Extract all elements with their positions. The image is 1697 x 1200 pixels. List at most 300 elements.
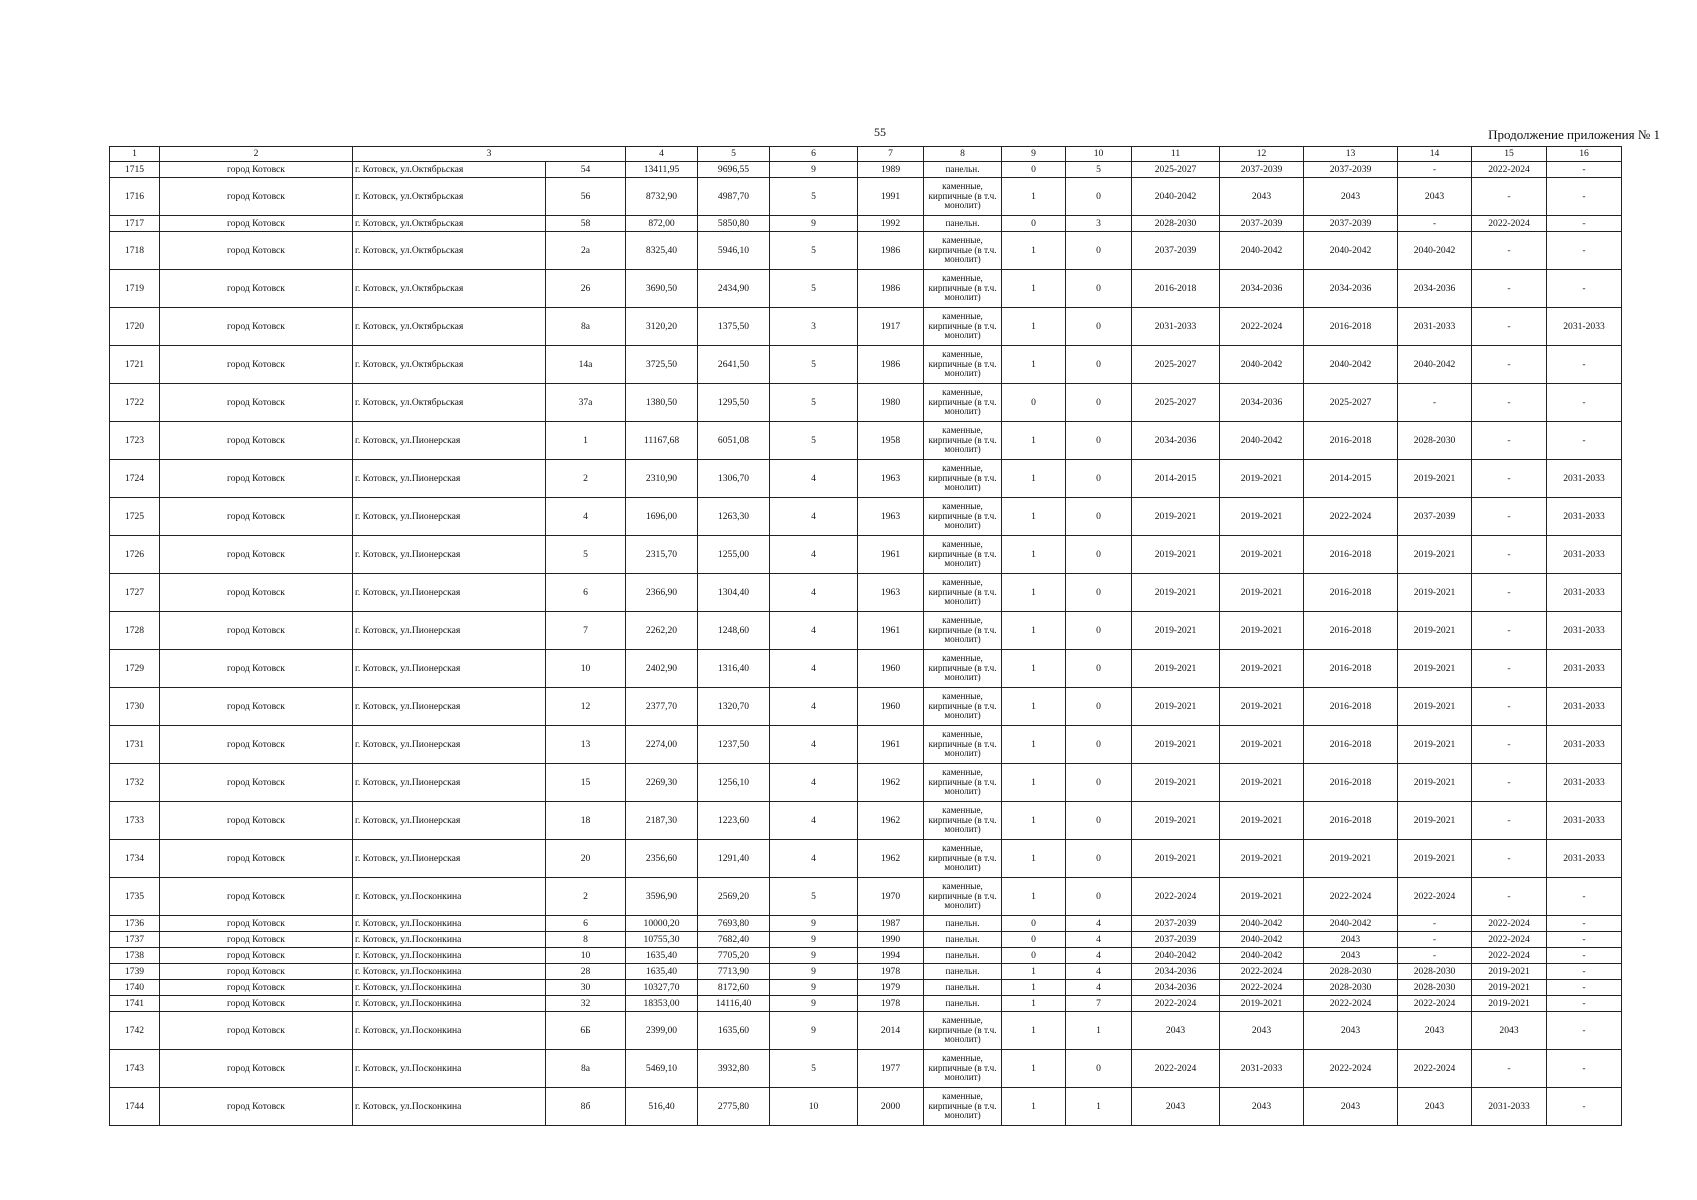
table-cell: 6Б — [546, 1012, 626, 1050]
table-cell: 4 — [770, 650, 858, 688]
table-row — [110, 964, 1622, 980]
table-cell: 1 — [1002, 536, 1066, 574]
table-cell: 1380,50 — [626, 384, 698, 422]
table-cell: 1 — [1002, 964, 1066, 980]
table-cell: г. Котовск, ул.Посконкина — [353, 1050, 546, 1088]
table-cell: 2040-2042 — [1220, 916, 1304, 932]
table-cell: 2031-2033 — [1547, 612, 1622, 650]
table-cell: 1 — [1002, 980, 1066, 996]
table-cell: 2402,90 — [626, 650, 698, 688]
table-cell: 4 — [1066, 932, 1132, 948]
table-cell: - — [1398, 216, 1472, 232]
table-cell: город Котовск — [160, 840, 353, 878]
table-cell: 7 — [1066, 996, 1132, 1012]
table-cell: 2019-2021 — [1220, 726, 1304, 764]
table-cell: г. Котовск, ул.Пионерская — [353, 612, 546, 650]
table-cell: 5 — [770, 346, 858, 384]
table-cell: 4 — [770, 612, 858, 650]
table-cell: каменные, кирпичные (в т.ч. монолит) — [924, 346, 1002, 384]
table-cell: 2040-2042 — [1304, 232, 1398, 270]
table-cell: 4 — [770, 726, 858, 764]
table-cell: 2019-2021 — [1472, 964, 1547, 980]
table-cell: 1316,40 — [698, 650, 770, 688]
table-cell: 2019-2021 — [1472, 996, 1547, 1012]
table-cell: 1 — [1002, 996, 1066, 1012]
table-cell: 4 — [770, 574, 858, 612]
table-cell: город Котовск — [160, 308, 353, 346]
table-cell: 0 — [1002, 162, 1066, 178]
table-cell: 1718 — [110, 232, 160, 270]
table-cell: - — [1472, 574, 1547, 612]
table-cell: город Котовск — [160, 764, 353, 802]
table-cell: 2019-2021 — [1398, 802, 1472, 840]
table-cell: - — [1472, 612, 1547, 650]
table-cell: 2037-2039 — [1398, 498, 1472, 536]
table-cell: 9 — [770, 980, 858, 996]
table-cell: 2025-2027 — [1132, 346, 1220, 384]
table-cell: 1 — [1002, 1012, 1066, 1050]
table-cell: 58 — [546, 216, 626, 232]
table-cell: 2016-2018 — [1304, 650, 1398, 688]
appendix-note: Продолжение приложения № 1 — [1488, 127, 1660, 142]
table-row — [110, 1012, 1622, 1050]
table-cell: 2016-2018 — [1304, 802, 1398, 840]
table-row — [110, 948, 1622, 964]
table-cell: 2028-2030 — [1132, 216, 1220, 232]
table-cell: 12 — [546, 688, 626, 726]
table-cell: 1 — [1002, 802, 1066, 840]
table-cell: 2269,30 — [626, 764, 698, 802]
table-cell: г. Котовск, ул.Октябрьская — [353, 270, 546, 308]
table-cell: 2043 — [1398, 1012, 1472, 1050]
table-cell: г. Котовск, ул.Посконкина — [353, 964, 546, 980]
table-cell: 4 — [770, 802, 858, 840]
table-cell: г. Котовск, ул.Посконкина — [353, 980, 546, 996]
table-cell: 1961 — [858, 726, 924, 764]
table-cell: каменные, кирпичные (в т.ч. монолит) — [924, 840, 1002, 878]
table-cell: 1256,10 — [698, 764, 770, 802]
table-cell: 2019-2021 — [1220, 840, 1304, 878]
col-header: 3 — [353, 147, 626, 162]
table-body — [110, 162, 1622, 1126]
table-cell: каменные, кирпичные (в т.ч. монолит) — [924, 308, 1002, 346]
table-cell: 1291,40 — [698, 840, 770, 878]
table-cell: город Котовск — [160, 980, 353, 996]
table-cell: 3 — [1066, 216, 1132, 232]
table-cell: 11167,68 — [626, 422, 698, 460]
table-cell: город Котовск — [160, 162, 353, 178]
table-cell: 2031-2033 — [1547, 688, 1622, 726]
table-cell: город Котовск — [160, 270, 353, 308]
table-cell: 1635,40 — [626, 948, 698, 964]
table-cell: 1739 — [110, 964, 160, 980]
table-cell: город Котовск — [160, 802, 353, 840]
table-cell: панельн. — [924, 964, 1002, 980]
table-cell: - — [1547, 1050, 1622, 1088]
table-cell: - — [1472, 840, 1547, 878]
table-cell: г. Котовск, ул.Посконкина — [353, 1088, 546, 1126]
table-cell: 1978 — [858, 964, 924, 980]
table-cell: 2037-2039 — [1304, 162, 1398, 178]
table-cell: город Котовск — [160, 1088, 353, 1126]
table-cell: город Котовск — [160, 232, 353, 270]
table-cell: 4 — [1066, 980, 1132, 996]
table-cell: 0 — [1002, 932, 1066, 948]
table-row — [110, 1088, 1622, 1126]
table-row — [110, 612, 1622, 650]
table-cell: 2031-2033 — [1547, 536, 1622, 574]
table-cell: 1304,40 — [698, 574, 770, 612]
col-header: 6 — [770, 147, 858, 162]
table-cell: г. Котовск, ул.Посконкина — [353, 878, 546, 916]
table-cell: г. Котовск, ул.Пионерская — [353, 422, 546, 460]
table-cell: город Котовск — [160, 384, 353, 422]
table-cell: 1994 — [858, 948, 924, 964]
table-cell: 2 — [546, 878, 626, 916]
table-cell: 1 — [1002, 764, 1066, 802]
table-cell: 2019-2021 — [1220, 802, 1304, 840]
table-cell: - — [1472, 422, 1547, 460]
table-cell: 2043 — [1132, 1088, 1220, 1126]
table-cell: 10755,30 — [626, 932, 698, 948]
table-cell: 1963 — [858, 498, 924, 536]
table-cell: 1 — [1002, 1088, 1066, 1126]
table-cell: - — [1472, 688, 1547, 726]
table-cell: 30 — [546, 980, 626, 996]
table-cell: 2019-2021 — [1398, 650, 1472, 688]
table-cell: 2019-2021 — [1220, 764, 1304, 802]
table-cell: 2040-2042 — [1220, 232, 1304, 270]
table-cell: 4987,70 — [698, 178, 770, 216]
table-cell: каменные, кирпичные (в т.ч. монолит) — [924, 650, 1002, 688]
table-cell: 1992 — [858, 216, 924, 232]
table-cell: 2356,60 — [626, 840, 698, 878]
table-cell: 2019-2021 — [1220, 574, 1304, 612]
table-cell: 2034-2036 — [1220, 270, 1304, 308]
table-cell: 1729 — [110, 650, 160, 688]
table-cell: 8732,90 — [626, 178, 698, 216]
table-cell: 1986 — [858, 346, 924, 384]
table-cell: 0 — [1066, 688, 1132, 726]
table-cell: - — [1472, 1050, 1547, 1088]
table-cell: каменные, кирпичные (в т.ч. монолит) — [924, 232, 1002, 270]
table-cell: 1991 — [858, 178, 924, 216]
table-cell: город Котовск — [160, 916, 353, 932]
table-cell: город Котовск — [160, 726, 353, 764]
table-cell: 2775,80 — [698, 1088, 770, 1126]
table-cell: 4 — [770, 498, 858, 536]
table-cell: г. Котовск, ул.Пионерская — [353, 688, 546, 726]
table-cell: 8б — [546, 1088, 626, 1126]
table-cell: 0 — [1066, 422, 1132, 460]
table-row — [110, 536, 1622, 574]
table-cell: 37а — [546, 384, 626, 422]
table-cell: 1736 — [110, 916, 160, 932]
table-cell: 8172,60 — [698, 980, 770, 996]
col-header: 11 — [1132, 147, 1220, 162]
table-cell: 2377,70 — [626, 688, 698, 726]
table-cell: 2043 — [1220, 1012, 1304, 1050]
table-cell: 2014-2015 — [1132, 460, 1220, 498]
table-cell: 2434,90 — [698, 270, 770, 308]
table-cell: 2016-2018 — [1304, 422, 1398, 460]
table-cell: 2031-2033 — [1398, 308, 1472, 346]
table-cell: каменные, кирпичные (в т.ч. монолит) — [924, 612, 1002, 650]
table-cell: г. Котовск, ул.Пионерская — [353, 840, 546, 878]
table-cell: 2037-2039 — [1132, 916, 1220, 932]
table-cell: 1 — [1002, 270, 1066, 308]
table-cell: 0 — [1066, 612, 1132, 650]
table-cell: г. Котовск, ул.Октябрьская — [353, 232, 546, 270]
table-cell: 0 — [1002, 948, 1066, 964]
table-cell: 1635,40 — [626, 964, 698, 980]
table-cell: 2034-2036 — [1132, 980, 1220, 996]
table-cell: 6 — [546, 574, 626, 612]
table-cell: каменные, кирпичные (в т.ч. монолит) — [924, 460, 1002, 498]
table-cell: 1 — [1002, 1050, 1066, 1088]
table-cell: 2019-2021 — [1220, 460, 1304, 498]
table-cell: 56 — [546, 178, 626, 216]
table-cell: 2366,90 — [626, 574, 698, 612]
table-cell: 2022-2024 — [1398, 996, 1472, 1012]
table-cell: - — [1398, 948, 1472, 964]
table-cell: г. Котовск, ул.Посконкина — [353, 932, 546, 948]
table-cell: 0 — [1066, 1050, 1132, 1088]
table-cell: 2399,00 — [626, 1012, 698, 1050]
table-cell: 2262,20 — [626, 612, 698, 650]
table-cell: г. Котовск, ул.Пионерская — [353, 574, 546, 612]
table-cell: 1 — [1002, 460, 1066, 498]
table-cell: 1738 — [110, 948, 160, 964]
table-cell: 2043 — [1304, 932, 1398, 948]
table-cell: - — [1547, 422, 1622, 460]
table-cell: 2031-2033 — [1547, 764, 1622, 802]
table-cell: 0 — [1066, 764, 1132, 802]
table-cell: каменные, кирпичные (в т.ч. монолит) — [924, 1050, 1002, 1088]
table-cell: - — [1547, 878, 1622, 916]
table-row — [110, 916, 1622, 932]
table-cell: 2022-2024 — [1132, 878, 1220, 916]
table-cell: 4 — [1066, 948, 1132, 964]
table-cell: 1 — [1002, 422, 1066, 460]
table-cell: 2022-2024 — [1304, 1050, 1398, 1088]
table-cell: 2040-2042 — [1220, 948, 1304, 964]
table-cell: 0 — [1066, 270, 1132, 308]
table-cell: 2040-2042 — [1398, 346, 1472, 384]
table-cell: 1979 — [858, 980, 924, 996]
table-cell: 1743 — [110, 1050, 160, 1088]
table-cell: 1723 — [110, 422, 160, 460]
table-row — [110, 346, 1622, 384]
table-cell: 1 — [1002, 346, 1066, 384]
table-row — [110, 726, 1622, 764]
table-cell: 2019-2021 — [1398, 840, 1472, 878]
table-cell: - — [1472, 384, 1547, 422]
table-cell: 2034-2036 — [1398, 270, 1472, 308]
table-cell: город Котовск — [160, 498, 353, 536]
table-cell: 4 — [770, 840, 858, 878]
table-row — [110, 764, 1622, 802]
table-cell: город Котовск — [160, 878, 353, 916]
table-row — [110, 216, 1622, 232]
table-cell: 9 — [770, 916, 858, 932]
table-cell: - — [1472, 726, 1547, 764]
table-row — [110, 840, 1622, 878]
table-cell: каменные, кирпичные (в т.ч. монолит) — [924, 802, 1002, 840]
table-cell: - — [1472, 764, 1547, 802]
table-cell: - — [1547, 916, 1622, 932]
table-cell: 1 — [1002, 878, 1066, 916]
table-row — [110, 460, 1622, 498]
table-cell: 2031-2033 — [1547, 726, 1622, 764]
table-cell: 2037-2039 — [1220, 162, 1304, 178]
table-cell: 0 — [1066, 802, 1132, 840]
table-cell: 1962 — [858, 802, 924, 840]
table-cell: 1960 — [858, 650, 924, 688]
table-cell: - — [1547, 964, 1622, 980]
table-cell: 9 — [770, 996, 858, 1012]
table-cell: 2019-2021 — [1398, 460, 1472, 498]
table-cell: 2022-2024 — [1304, 498, 1398, 536]
table-cell: 2641,50 — [698, 346, 770, 384]
table-cell: 2022-2024 — [1472, 932, 1547, 948]
table-cell: каменные, кирпичные (в т.ч. монолит) — [924, 574, 1002, 612]
table-cell: 1635,60 — [698, 1012, 770, 1050]
table-cell: г. Котовск, ул.Посконкина — [353, 996, 546, 1012]
table-row — [110, 980, 1622, 996]
table-cell: 9 — [770, 1012, 858, 1050]
table-cell: 3932,80 — [698, 1050, 770, 1088]
table-cell: 0 — [1066, 384, 1132, 422]
table-cell: - — [1547, 1088, 1622, 1126]
table-cell: 0 — [1002, 384, 1066, 422]
table-cell: 1 — [1002, 498, 1066, 536]
table-cell: город Котовск — [160, 1050, 353, 1088]
table-cell: панельн. — [924, 162, 1002, 178]
table-cell: город Котовск — [160, 422, 353, 460]
table-cell: 2043 — [1304, 948, 1398, 964]
col-header: 7 — [858, 147, 924, 162]
table-cell: 0 — [1066, 460, 1132, 498]
table-cell: 2031-2033 — [1472, 1088, 1547, 1126]
table-cell: 2019-2021 — [1398, 574, 1472, 612]
table-cell: 2022-2024 — [1398, 1050, 1472, 1088]
table-cell: 4 — [770, 688, 858, 726]
table-cell: 5 — [770, 232, 858, 270]
table-cell: 1720 — [110, 308, 160, 346]
table-cell: - — [1547, 216, 1622, 232]
table-cell: - — [1547, 384, 1622, 422]
table-cell: 0 — [1002, 916, 1066, 932]
table-cell: 1 — [1002, 650, 1066, 688]
table-cell: 2040-2042 — [1398, 232, 1472, 270]
table-cell: 1237,50 — [698, 726, 770, 764]
table-cell: 2019-2021 — [1132, 764, 1220, 802]
table-cell: каменные, кирпичные (в т.ч. монолит) — [924, 1012, 1002, 1050]
table-cell: 2040-2042 — [1304, 916, 1398, 932]
table-cell: 1962 — [858, 764, 924, 802]
table-cell: 2028-2030 — [1398, 422, 1472, 460]
table-cell: 9696,55 — [698, 162, 770, 178]
table-cell: панельн. — [924, 932, 1002, 948]
table-cell: 5850,80 — [698, 216, 770, 232]
table-cell: 1 — [1066, 1088, 1132, 1126]
table-cell: - — [1547, 178, 1622, 216]
table-cell: - — [1472, 802, 1547, 840]
table-cell: 0 — [1066, 840, 1132, 878]
table-cell: 1 — [1002, 612, 1066, 650]
table-cell: 13411,95 — [626, 162, 698, 178]
table-cell: 32 — [546, 996, 626, 1012]
col-header: 13 — [1304, 147, 1398, 162]
table-cell: 1734 — [110, 840, 160, 878]
table-cell: город Котовск — [160, 460, 353, 498]
table-cell: 5 — [770, 878, 858, 916]
table-cell: 2037-2039 — [1304, 216, 1398, 232]
table-cell: г. Котовск, ул.Октябрьская — [353, 162, 546, 178]
table-cell: 2000 — [858, 1088, 924, 1126]
table-cell: 2028-2030 — [1398, 980, 1472, 996]
table-cell: - — [1547, 270, 1622, 308]
table-cell: 2034-2036 — [1220, 384, 1304, 422]
table-cell: 13 — [546, 726, 626, 764]
table-cell: 1727 — [110, 574, 160, 612]
table-cell: 1730 — [110, 688, 160, 726]
table-cell: 0 — [1066, 178, 1132, 216]
table-cell: 2043 — [1220, 178, 1304, 216]
table-cell: 1963 — [858, 574, 924, 612]
housing-table — [109, 146, 1622, 1126]
table-cell: 2016-2018 — [1304, 536, 1398, 574]
table-cell: город Котовск — [160, 996, 353, 1012]
table-cell: 872,00 — [626, 216, 698, 232]
table-cell: г. Котовск, ул.Пионерская — [353, 460, 546, 498]
col-header: 4 — [626, 147, 698, 162]
table-cell: 2022-2024 — [1132, 996, 1220, 1012]
table-cell: 2014 — [858, 1012, 924, 1050]
table-cell: г. Котовск, ул.Октябрьская — [353, 178, 546, 216]
table-row — [110, 650, 1622, 688]
col-header: 5 — [698, 147, 770, 162]
table-cell: 2022-2024 — [1220, 980, 1304, 996]
col-header: 1 — [110, 147, 160, 162]
table-cell: 5 — [770, 384, 858, 422]
table-cell: 1741 — [110, 996, 160, 1012]
table-cell: 2274,00 — [626, 726, 698, 764]
table-cell: 1917 — [858, 308, 924, 346]
table-cell: 2043 — [1132, 1012, 1220, 1050]
table-cell: 2019-2021 — [1132, 840, 1220, 878]
table-cell: 14а — [546, 346, 626, 384]
table-cell: 2019-2021 — [1304, 840, 1398, 878]
table-cell: 0 — [1066, 498, 1132, 536]
table-cell: 5469,10 — [626, 1050, 698, 1088]
table-cell: 10 — [546, 650, 626, 688]
table-cell: 28 — [546, 964, 626, 980]
table-cell: каменные, кирпичные (в т.ч. монолит) — [924, 498, 1002, 536]
table-cell: 1 — [546, 422, 626, 460]
table-cell: - — [1472, 498, 1547, 536]
table-cell: 9 — [770, 948, 858, 964]
table-cell: - — [1547, 162, 1622, 178]
table-cell: каменные, кирпичные (в т.ч. монолит) — [924, 384, 1002, 422]
table-cell: 3596,90 — [626, 878, 698, 916]
table-cell: 1731 — [110, 726, 160, 764]
table-cell: - — [1547, 932, 1622, 948]
table-cell: 1970 — [858, 878, 924, 916]
table-cell: город Котовск — [160, 688, 353, 726]
table-cell: город Котовск — [160, 650, 353, 688]
